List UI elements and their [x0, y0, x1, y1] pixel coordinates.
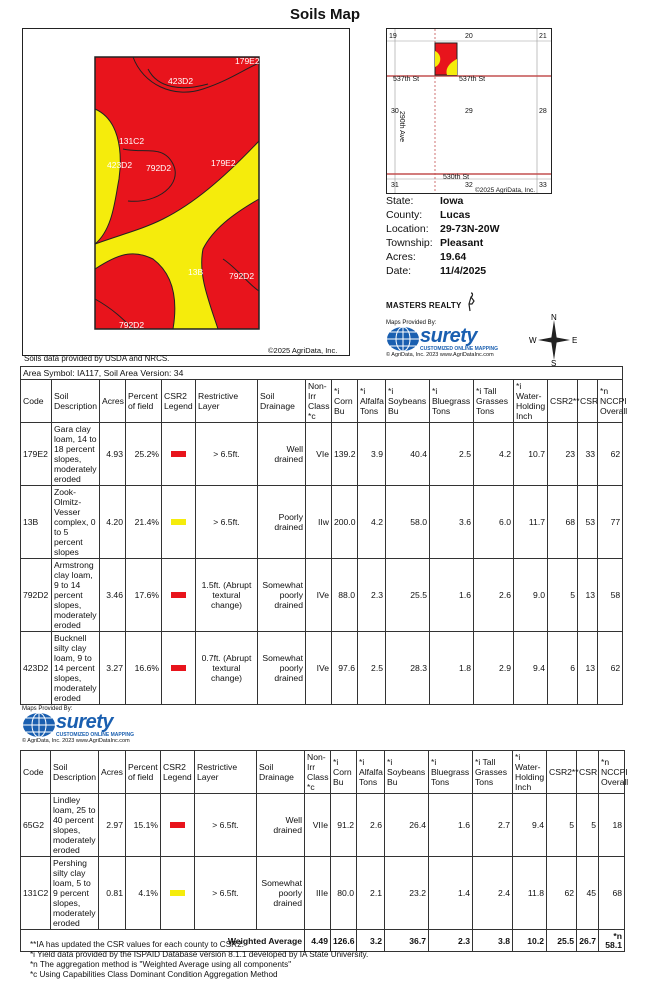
info-value: 11/4/2025 [440, 265, 487, 277]
cell-drainage: Somewhat poorly drained [258, 559, 306, 632]
column-header: *i Tall Grasses Tons [474, 380, 514, 423]
cell-legend [161, 794, 195, 857]
column-header: Non-Irr Class *c [306, 380, 332, 423]
column-header: Restrictive Layer [195, 751, 257, 794]
locator-map-graphic [387, 29, 551, 193]
compass-s: S [551, 359, 557, 366]
column-header: Acres [99, 751, 126, 794]
weighted-alfalfa: 3.2 [357, 930, 385, 952]
cell-code: 423D2 [21, 632, 52, 705]
map-label: 179E2 [211, 158, 236, 168]
map-label: 792D2 [119, 320, 145, 330]
info-value: Pleasant [440, 237, 484, 249]
section-number: 33 [539, 182, 547, 189]
cell-nccpi: 77 [598, 486, 623, 559]
csr2-legend-swatch [170, 822, 185, 828]
csr2-legend-swatch [171, 665, 186, 671]
map-label: 179E2 [235, 56, 260, 66]
cell-desc: Pershing silty clay loam, 5 to 9 percent slopes, moderately eroded [51, 857, 99, 930]
cell-corn: 80.0 [331, 857, 357, 930]
cell-soy: 23.2 [385, 857, 429, 930]
cell-nccpi: 18 [599, 794, 625, 857]
surety-brand: surety [420, 325, 478, 347]
cell-acres: 4.20 [100, 486, 126, 559]
column-header: Soil Description [51, 751, 99, 794]
cell-water: 11.8 [513, 857, 547, 930]
column-header: *i Alfalfa Tons [358, 380, 386, 423]
cell-legend [162, 632, 196, 705]
info-row [386, 208, 500, 222]
cell-blue: 2.5 [430, 423, 474, 486]
cell-alfalfa: 2.6 [357, 794, 385, 857]
section-number: 31 [391, 182, 399, 189]
cell-restrictive: > 6.5ft. [195, 794, 257, 857]
section-number: 19 [389, 33, 397, 40]
globe-icon [22, 712, 56, 738]
cell-blue: 1.4 [429, 857, 473, 930]
cell-legend [162, 559, 196, 632]
surety-tagline: CUSTOMIZED ONLINE MAPPING [420, 346, 498, 352]
info-value: 19.64 [440, 251, 467, 263]
cell-legend [162, 423, 196, 486]
cell-alfalfa: 4.2 [358, 486, 386, 559]
column-header: Percent of field [126, 380, 162, 423]
cell-drainage: Well drained [258, 423, 306, 486]
info-row [386, 264, 500, 278]
info-row [386, 250, 500, 264]
column-header: *i Tall Grasses Tons [473, 751, 513, 794]
cell-drainage: Well drained [257, 794, 305, 857]
section-number: 32 [465, 182, 473, 189]
cell-water: 10.7 [514, 423, 548, 486]
cell-acres: 2.97 [99, 794, 126, 857]
column-header: *i Corn Bu [332, 380, 358, 423]
column-header: *i Water-Holding Inch [513, 751, 547, 794]
cell-blue: 1.8 [430, 632, 474, 705]
cell-soy: 26.4 [385, 794, 429, 857]
weighted-class: 4.49 [305, 930, 331, 952]
column-header: CSR2 Legend [162, 380, 196, 423]
column-header: *n NCCPI Overall [599, 751, 625, 794]
cell-corn: 97.6 [332, 632, 358, 705]
cell-desc: Lindley loam, 25 to 40 percent slopes, moderately eroded [51, 794, 99, 857]
info-value: Iowa [440, 195, 464, 207]
cell-csr2: 23 [548, 423, 578, 486]
road-label: 290th Ave [398, 111, 405, 143]
locator-copyright: ©2025 AgriData, Inc. [475, 187, 536, 193]
cell-restrictive: > 6.5ft. [195, 857, 257, 930]
map-label: 423D2 [168, 76, 194, 86]
map-label: 423D2 [107, 160, 133, 170]
cell-soy: 28.3 [386, 632, 430, 705]
cell-csr: 5 [577, 794, 599, 857]
map-label: 131C2 [119, 136, 145, 146]
column-header: CSR2** [547, 751, 577, 794]
info-key: Location: [386, 223, 429, 235]
info-key: Township: [386, 237, 433, 249]
cell-pct: 4.1% [126, 857, 161, 930]
column-header: Soil Drainage [258, 380, 306, 423]
footnote: *c Using Capabilities Class Dominant Condition Aggregation Method [30, 970, 278, 979]
cell-acres: 4.93 [100, 423, 126, 486]
column-header: CSR [577, 751, 599, 794]
weighted-nccpi-value: 58.1 [605, 939, 622, 950]
cell-tall: 4.2 [474, 423, 514, 486]
cell-acres: 0.81 [99, 857, 126, 930]
map-copyright: ©2025 AgriData, Inc. [268, 346, 338, 355]
map-label: 792D2 [229, 271, 255, 281]
cell-csr2: 62 [547, 857, 577, 930]
weighted-blue: 2.3 [429, 930, 473, 952]
table-row [21, 559, 623, 632]
csr2-legend-swatch [171, 451, 186, 457]
maps-provided-label: Maps Provided By: [22, 706, 73, 712]
weighted-nccpi-prefix: *n [613, 930, 622, 941]
column-header: Non-Irr Class *c [305, 751, 331, 794]
info-key: County: [386, 209, 423, 221]
cell-corn: 200.0 [332, 486, 358, 559]
cell-nccpi: 68 [599, 857, 625, 930]
surety-brand: surety [56, 711, 114, 733]
page-title: Soils Map [289, 6, 360, 23]
compass-n: N [551, 314, 557, 322]
column-header: Soil Drainage [257, 751, 305, 794]
cell-legend [162, 486, 196, 559]
compass-e: E [572, 336, 578, 345]
cell-class: IVe [306, 632, 332, 705]
cell-csr: 53 [578, 486, 598, 559]
soils-table-page2 [20, 750, 629, 952]
column-header: *i Water-Holding Inch [514, 380, 548, 423]
cell-desc: Zook-Olmitz-Vesser complex, 0 to 5 percent slopes [52, 486, 100, 559]
section-number: 28 [539, 108, 547, 115]
surety-url: www.AgriDataInc.com [75, 738, 130, 744]
cell-drainage: Somewhat poorly drained [258, 632, 306, 705]
cell-nccpi: 58 [598, 559, 623, 632]
area-symbol: Area Symbol: IA117, Soil Area Version: 34 [21, 367, 623, 380]
section-number: 30 [391, 108, 399, 115]
cell-csr: 13 [578, 632, 598, 705]
cell-soy: 25.5 [386, 559, 430, 632]
cell-desc: Bucknell silty clay loam, 9 to 14 percent slopes, moderately eroded [52, 632, 100, 705]
map-label: 13B [188, 267, 204, 277]
column-header: CSR2 Legend [161, 751, 195, 794]
cell-tall: 6.0 [474, 486, 514, 559]
cell-csr: 45 [577, 857, 599, 930]
cell-acres: 3.27 [100, 632, 126, 705]
weighted-corn: 126.6 [331, 930, 357, 952]
weighted-soy: 36.7 [385, 930, 429, 952]
weighted-average-label: Weighted Average [21, 930, 305, 952]
globe-icon [386, 326, 420, 352]
cell-code: 792D2 [21, 559, 52, 632]
cell-csr: 33 [578, 423, 598, 486]
cell-code: 179E2 [21, 423, 52, 486]
cell-desc: Armstrong clay loam, 9 to 14 percent slopes, moderately eroded [52, 559, 100, 632]
cell-alfalfa: 2.1 [357, 857, 385, 930]
surety-copyright: © AgriData, Inc. 2023 [22, 738, 75, 744]
column-header: *i Alfalfa Tons [357, 751, 385, 794]
section-number: 21 [539, 33, 547, 40]
map-label: 792D2 [146, 163, 172, 173]
data-source-note: Soils data provided by USDA and NRCS. [24, 354, 170, 363]
locator-map [386, 28, 552, 194]
table-row [21, 423, 623, 486]
cell-code: 65G2 [21, 794, 51, 857]
cell-drainage: Somewhat poorly drained [257, 857, 305, 930]
road-label: 537th St [393, 76, 420, 83]
column-header: Restrictive Layer [196, 380, 258, 423]
cell-csr2: 6 [548, 632, 578, 705]
cell-water: 9.4 [514, 632, 548, 705]
surety-copyright: © AgriData, Inc. 2023 [386, 352, 439, 358]
table-row [21, 794, 625, 857]
cell-desc: Gara clay loam, 14 to 18 percent slopes, moderately eroded [52, 423, 100, 486]
csr2-legend-swatch [171, 592, 186, 598]
cell-corn: 88.0 [332, 559, 358, 632]
footnotes [30, 940, 368, 980]
cell-class: IVe [306, 559, 332, 632]
column-header: *i Soybeans Bu [386, 380, 430, 423]
column-header: CSR2** [548, 380, 578, 423]
cell-blue: 1.6 [430, 559, 474, 632]
cell-nccpi: 62 [598, 632, 623, 705]
info-key: Acres: [386, 251, 416, 263]
field-info [386, 194, 500, 278]
cell-alfalfa: 2.5 [358, 632, 386, 705]
cell-tall: 2.4 [473, 857, 513, 930]
cell-code: 13B [21, 486, 52, 559]
footnote: **IA has updated the CSR values for each county to CSR2. [30, 940, 244, 949]
csr2-legend-swatch [170, 890, 185, 896]
column-header: Soil Description [52, 380, 100, 423]
cell-pct: 17.6% [126, 559, 162, 632]
cell-csr2: 5 [547, 794, 577, 857]
cell-blue: 3.6 [430, 486, 474, 559]
cell-tall: 2.7 [473, 794, 513, 857]
masters-realty-text: MASTERS REALTY [386, 301, 462, 310]
column-header: CSR [578, 380, 598, 423]
cell-soy: 58.0 [386, 486, 430, 559]
cell-pct: 25.2% [126, 423, 162, 486]
weighted-csr: 26.7 [577, 930, 599, 952]
cell-class: IIw [306, 486, 332, 559]
column-header: Acres [100, 380, 126, 423]
info-row [386, 194, 500, 208]
cell-tall: 2.9 [474, 632, 514, 705]
soils-table-page1 [20, 366, 628, 705]
footnote: *n The aggregation method is "Weighted Average using all components" [30, 960, 292, 969]
cell-class: VIe [306, 423, 332, 486]
soils-map-graphic [23, 29, 349, 355]
info-value: Lucas [440, 209, 471, 221]
surety-url: www.AgriDataInc.com [439, 352, 494, 358]
table-row [21, 486, 623, 559]
cell-csr2: 5 [548, 559, 578, 632]
cell-pct: 16.6% [126, 632, 162, 705]
table-row [21, 857, 625, 930]
info-key: State: [386, 195, 414, 207]
footnote: *i Yield data provided by the ISPAID Database version 8.1.1 developed by IA State University. [30, 950, 369, 959]
cell-csr2: 68 [548, 486, 578, 559]
info-value: 29-73N-20W [440, 223, 500, 235]
road-label: 537th St [459, 76, 486, 83]
cell-alfalfa: 2.3 [358, 559, 386, 632]
column-header: *i Bluegrass Tons [429, 751, 473, 794]
cell-alfalfa: 3.9 [358, 423, 386, 486]
weighted-nccpi [599, 930, 625, 952]
column-header: Percent of field [126, 751, 161, 794]
cell-corn: 139.2 [332, 423, 358, 486]
cell-restrictive: 1.5ft. (Abrupt textural change) [196, 559, 258, 632]
masters-realty-logo [386, 292, 478, 312]
table-header-row [21, 380, 623, 423]
cell-legend [161, 857, 195, 930]
csr2-legend-swatch [171, 519, 186, 525]
table-row [21, 632, 623, 705]
weighted-csr2: 25.5 [547, 930, 577, 952]
weighted-water: 10.2 [513, 930, 547, 952]
info-key: Date: [386, 265, 412, 277]
column-header: *i Corn Bu [331, 751, 357, 794]
surety-logo-bottom [22, 706, 134, 744]
cell-blue: 1.6 [429, 794, 473, 857]
column-header: *i Soybeans Bu [385, 751, 429, 794]
cell-soy: 40.4 [386, 423, 430, 486]
info-row [386, 222, 500, 236]
cell-water: 9.0 [514, 559, 548, 632]
surety-logo-top [386, 320, 498, 358]
column-header: Code [21, 380, 52, 423]
soils-map [22, 28, 350, 356]
cell-drainage: Poorly drained [258, 486, 306, 559]
cell-nccpi: 62 [598, 423, 623, 486]
cell-pct: 15.1% [126, 794, 161, 857]
section-number: 29 [465, 108, 473, 115]
road-label: 530th St [443, 174, 470, 181]
table-header-row [21, 751, 625, 794]
cell-water: 11.7 [514, 486, 548, 559]
cell-class: IIIe [305, 857, 331, 930]
cell-csr: 13 [578, 559, 598, 632]
cell-restrictive: > 6.5ft. [196, 423, 258, 486]
cell-pct: 21.4% [126, 486, 162, 559]
cell-restrictive: 0.7ft. (Abrupt textural change) [196, 632, 258, 705]
weighted-tall: 3.8 [473, 930, 513, 952]
cell-class: VIIe [305, 794, 331, 857]
heron-icon [464, 292, 478, 312]
column-header: Code [21, 751, 51, 794]
cell-tall: 2.6 [474, 559, 514, 632]
cell-code: 131C2 [21, 857, 51, 930]
compass-rose-icon [528, 314, 580, 366]
info-row [386, 236, 500, 250]
cell-corn: 91.2 [331, 794, 357, 857]
cell-acres: 3.46 [100, 559, 126, 632]
cell-restrictive: > 6.5ft. [196, 486, 258, 559]
compass-w: W [529, 336, 537, 345]
section-number: 20 [465, 33, 473, 40]
cell-water: 9.4 [513, 794, 547, 857]
column-header: *i Bluegrass Tons [430, 380, 474, 423]
surety-tagline: CUSTOMIZED ONLINE MAPPING [56, 732, 134, 738]
column-header: *n NCCPI Overall [598, 380, 623, 423]
maps-provided-label: Maps Provided By: [386, 320, 437, 326]
